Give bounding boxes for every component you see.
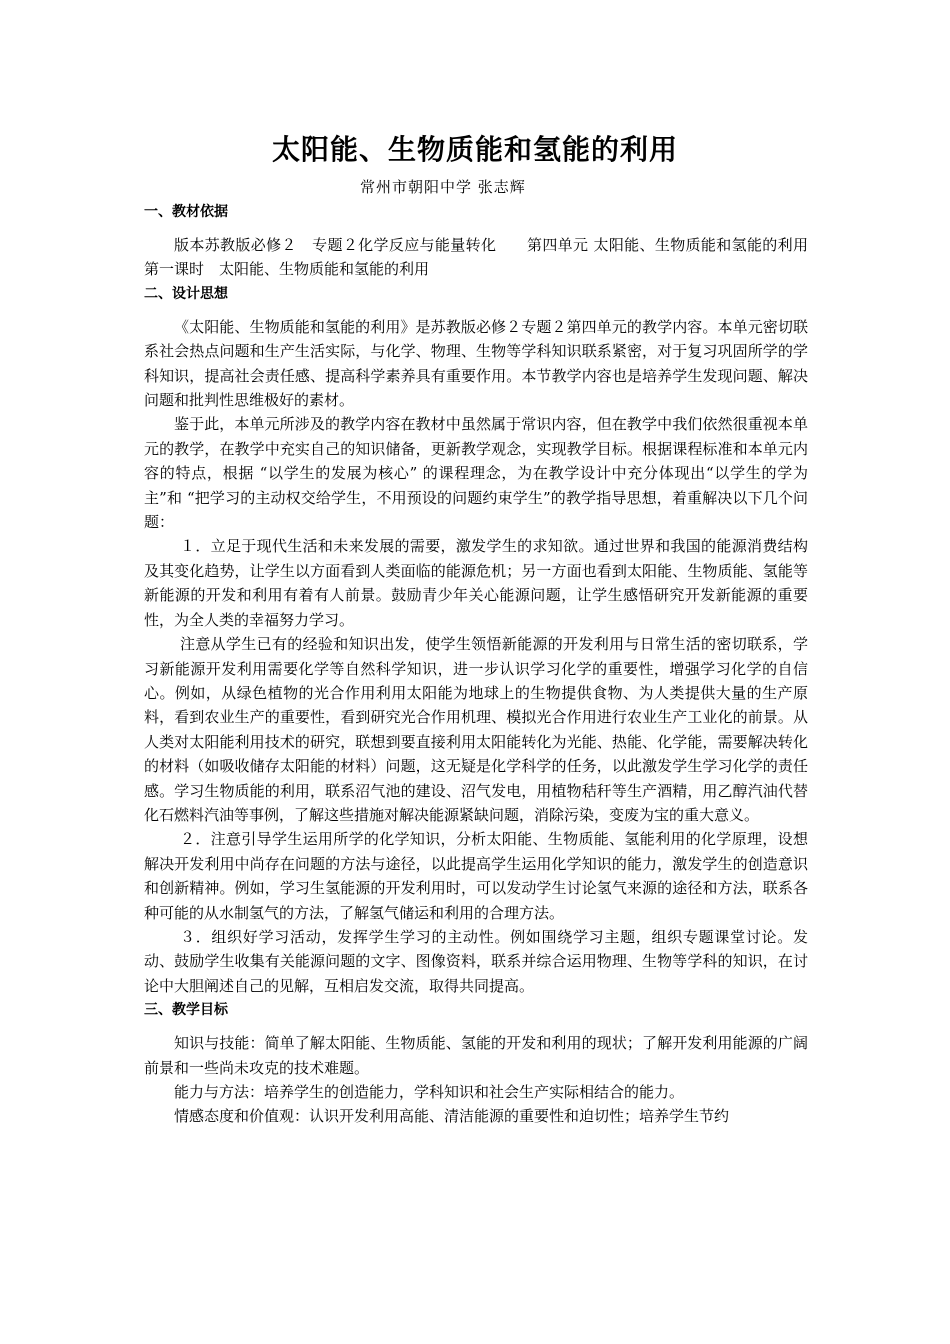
paragraph: 鉴于此，本单元所涉及的教学内容在教材中虽然属于常识内容，但在教学中我们依然很重视本单元的教学，在教学中充实自己的知识储备，更新教学观念，实现教学目标。根据课程标准和本单元内容的特点，根据 “以学生的发展为核心” 的课程理念，为在教学设计中充分体现出“以学生的学为主”和 “把学习的主动权交给学生，不用预设的问题约束学生”的教学指导思想，着重解决以下几个问题： (144, 415, 808, 532)
document-title: 太阳能、生物质能和氢能的利用 (271, 133, 678, 166)
paragraph: 知识与技能：简单了解太阳能、生物质能、氢能的开发和利用的现状；了解开发利用能源的广阔前景和一些尚未攻克的技术难题。 (144, 1034, 808, 1077)
section-heading-basis: 一、教材依据 (144, 204, 228, 220)
paragraph: 情感态度和价值观：认识开发利用高能、清洁能源的重要性和迫切性；培养学生节约 (174, 1107, 730, 1126)
paragraph: 能力与方法：培养学生的创造能力，学科知识和社会生产实际相结合的能力。 (174, 1083, 685, 1101)
document-body (144, 200, 839, 1129)
section-heading-objectives: 三、教学目标 (144, 1002, 228, 1019)
paragraph: ２．注意引导学生运用所学的化学知识，分析太阳能、生物质能、氢能利用的化学原理，设想解决开发利用中尚存在问题的方法与途径，以此提高学生运用化学知识的能力，激发学生的创造意识和创新精神。例如，学习生氢能源的开发利用时，可以发动学生讨论氢气来源的途径和方法，联系各种可能的从水制氢气的方法，了解氢气储运和利用的合理方法。 (144, 830, 808, 922)
author-line: 常州市朝阳中学 张志辉 (360, 178, 526, 196)
paragraph: ３．组织好学习活动，发挥学生学习的主动性。例如围绕学习主题，组织专题课堂讨论。发动、鼓励学生收集有关能源问题的文字、图像资料，联系并综合运用物理、生物等学科的知识，在讨论中大胆阐述自己的见解，互相启发交流，取得共同提高。 (144, 927, 808, 995)
paragraph: 版本苏教版必修２ 专题２化学反应与能量转化 第四单元 太阳能、生物质能和氢能的利用 第一课时 太阳能、生物质能和氢能的利用 (144, 236, 839, 279)
paragraph: 注意从学生已有的经验和知识出发，使学生领悟新能源的开发利用与日常生活的密切联系，学习新能源开发利用需要化学等自然科学知识，进一步认识学习化学的重要性，增强学习化学的自信心。例如，从绿色植物的光合作用利用太阳能为地球上的生物提供食物、为人类提供大量的生产原料，看到农业生产的重要性，看到研究光合作用机理、模拟光合作用进行农业生产工业化的前景。从人类对太阳能利用技术的研究，联想到要直接利用太阳能转化为光能、热能、化学能，需要解决转化的材料（如吸收储存太阳能的材料）问题，这无疑是化学科学的任务，以此激发学生学习化学的责任感。学习生物质能的利用，联系沼气池的建设、沼气发电，用植物秸秆等生产酒精，用乙醇汽油代替化石燃料汽油等事例，了解这些措施对解决能源紧缺问题，消除污染，变废为宝的重大意义。 (144, 635, 808, 824)
paragraph: 《太阳能、生物质能和氢能的利用》是苏教版必修２专题２第四单元的教学内容。本单元密切联系社会热点问题和生产生活实际，与化学、物理、生物等学科知识联系紧密，对于复习巩固所学的学科知识，提高社会责任感、提高科学素养具有重要作用。本节教学内容也是培养学生发现问题、解决问题和批判性思维极好的素材。 (144, 317, 808, 410)
paragraph: １．立足于现代生活和未来发展的需要，激发学生的求知欲。通过世界和我国的能源消费结构及其变化趋势，让学生以方面看到人类面临的能源危机；另一方面也看到太阳能、生物质能、氢能等新能源的开发和利用有着有人前景。鼓励青少年关心能源问题，让学生感悟研究开发新能源的重要性，为全人类的幸福努力学习。 (144, 537, 808, 629)
section-heading-design: 二、设计思想 (144, 285, 228, 302)
